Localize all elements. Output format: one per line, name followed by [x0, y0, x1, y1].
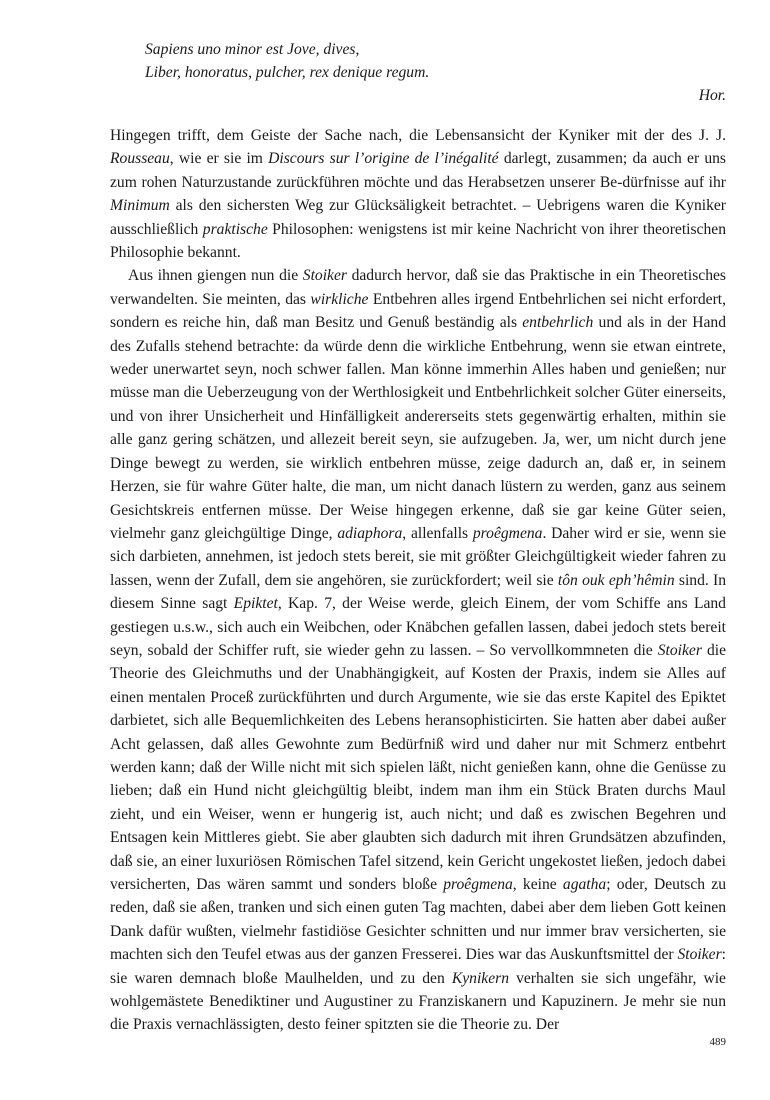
text-run: dadurch hervor, daß sie das Praktische in ein Theoretisches verwandelten. Sie meinten, das [110, 267, 726, 308]
text-run: , Kap. 7, der Weise werde, gleich Einem, der vom Schiffe ans Land gestiegen u.s.w., sich auch ein Weibchen, oder Knäbchen gefallen lassen, dabei jedoch stets bereit seyn, sobald der Schiffer ruft, sie wieder gehn zu lassen. – So vervollkommneten die [110, 595, 726, 659]
text-run: . Daher wird er sie, wenn sie sich darbieten, annehmen, ist jedoch stets bereit, sie mit größter Gleichgültigkeit wieder fahren zu lassen, wenn der Zufall, dem sie angehören, sie zurückfordert; weil sie [110, 524, 727, 589]
emphasis-text: Stoiker [677, 946, 722, 964]
text-run: Entbehren alles irgend Entbehrlichen sei nicht erfordert, sondern es reiche hin, daß man Besitz und Genuß beständig als [110, 290, 727, 332]
body-text [110, 124, 726, 1037]
epigraph [145, 38, 705, 84]
emphasis-text: adiaphora [337, 524, 403, 542]
emphasis-text: praktische [202, 220, 268, 238]
text-run: , wie er sie im [169, 150, 269, 168]
text-run: und als in der Hand des Zufalls stehend betrachte: da würde denn die wirkliche Entbehrung, wenn sie etwan eintrete, weder unerwartet seyn, noch schwer fallen. Man könne immerhin Alles haben und genießen; nur müsse man die Ueberzeugung von der Werthlosigkeit und Entbehrlichkeit solcher Güter einerseits, und von ihrer Unsicherheit und Hinfälligkeit andererseits stets gegenwärtig erhalten, mithin sie alle ganz gering schätzen, und allezeit bereit seyn, sie aufzugeben. Ja, wer, um nicht durch jene Dinge bewegt zu werden, sie wirklich entbehren müsse, zeige dadurch an, daß er, in seinem Herzen, sie für wahre Güter halte, die man, um nicht danach lüstern zu werden, ganz aus seinem Gesichtskreis entfernen müsse. Der Weise hingegen erkenne, daß sie gar keine Güter seien, vielmehr ganz gleichgültige Dinge, [110, 314, 726, 542]
paragraph [110, 124, 726, 264]
emphasis-text: Stoiker [657, 641, 702, 659]
emphasis-text: wirkliche [310, 290, 369, 308]
emphasis-text: entbehrlich [522, 314, 594, 332]
text-run: Philosophen: wenigstens ist mir keine Nachricht von ihrer theoretischen Philosophie bekannt. [110, 220, 726, 262]
emphasis-text: proêgmena [472, 524, 543, 542]
text-run: : sie waren demnach bloße Maulhelden, und zu den [110, 946, 726, 987]
text-run: als den sichersten Weg zur Glücksäligkeit betrachtet. – Uebrigens waren die Kyniker ausschließlich [110, 197, 726, 238]
text-run: , allenfalls [402, 524, 473, 542]
emphasis-text: Rousseau [110, 150, 170, 168]
text-run: verhalten sie sich ungefähr, wie wohlgemästete Benediktiner und Augustiner zu Franziskanern und Kapuzinern. Je mehr sie nun die Praxis vernachlässigten, desto feiner spitzten sie die Theorie zu. Der [110, 969, 726, 1034]
text-run: Aus ihnen giengen nun die [128, 267, 303, 285]
emphasis-text: Kynikern [451, 969, 510, 987]
emphasis-text: tôn ouk eph’hêmin [557, 571, 675, 589]
paragraph [110, 264, 726, 1036]
text-run: , keine [512, 876, 563, 893]
emphasis-text: Discours sur l’origine de l’inégalité [268, 150, 499, 168]
text-run: ; oder, Deutsch zu reden, daß sie aßen, tranken und sich einen guten Tag machten, dabei aber dem lieben Gott keinen Dank dafür wußten, vielmehr fastidiöse Gesichter schnitten und nur immer brav versicherten, sie machten sich den Teufel etwas aus der ganzen Fresserei. Dies war das Auskunftsmittel der [110, 876, 727, 964]
text-run: Hingegen trifft, dem Geiste der Sache nach, die Lebensansicht der Kyniker mit der des J. J. [110, 127, 726, 144]
text-run: die Theorie des Gleichmuths und der Unabhängigkeit, auf Kosten der Praxis, indem sie Alles auf einen mentalen Proceß zurückführten und durch Argumente, wie sie das erste Kapitel des Epiktet darbietet, sich alle Bequemlichkeiten des Lebens heransophisticirten. Sie hatten aber dabei außer Acht gelassen, daß alles Gewohnte zum Bedürfniß wird und daher nur mit Schmerz entbehrt werden kann; daß der Wille nicht mit sich spielen läßt, nicht genießen kann, ohne die Genüsse zu lieben; daß ein Hund nicht gleichgültig bleibt, indem man ihm ein Stück Braten durchs Maul zieht, und ein Weiser, wenn er hungerig ist, auch nicht; und daß es zwischen Begehren und Entsagen kein Mittleres giebt. Sie aber glaubten sich dadurch mit ihren Grundsätzen abzufinden, daß sie, an einer luxuriösen Römischen Tafel sitzend, kein Gericht ungekostet ließen, jedoch dabei versicherten, Das wären sammt und sonders bloße [110, 641, 727, 893]
page-number: 489 [709, 1036, 726, 1048]
epigraph-line: Liber, honoratus, pulcher, rex denique regum. [145, 64, 430, 81]
emphasis-text: agatha [562, 876, 607, 893]
text-run: sind. In diesem Sinne sagt [110, 571, 727, 613]
emphasis-text: Minimum [110, 197, 170, 215]
emphasis-text: Epiktet [233, 595, 278, 613]
epigraph-line: Sapiens uno minor est Jove, dives, [145, 41, 360, 58]
emphasis-text: Stoiker [302, 267, 347, 285]
text-run: darlegt, zusammen; da auch er uns zum rohen Naturzustande zurückführen möchte und das Herabsetzen unserer Be-dürfnisse auf ihr [110, 150, 727, 191]
epigraph-attribution: Hor. [698, 87, 726, 104]
emphasis-text: proêgmena [443, 876, 513, 893]
